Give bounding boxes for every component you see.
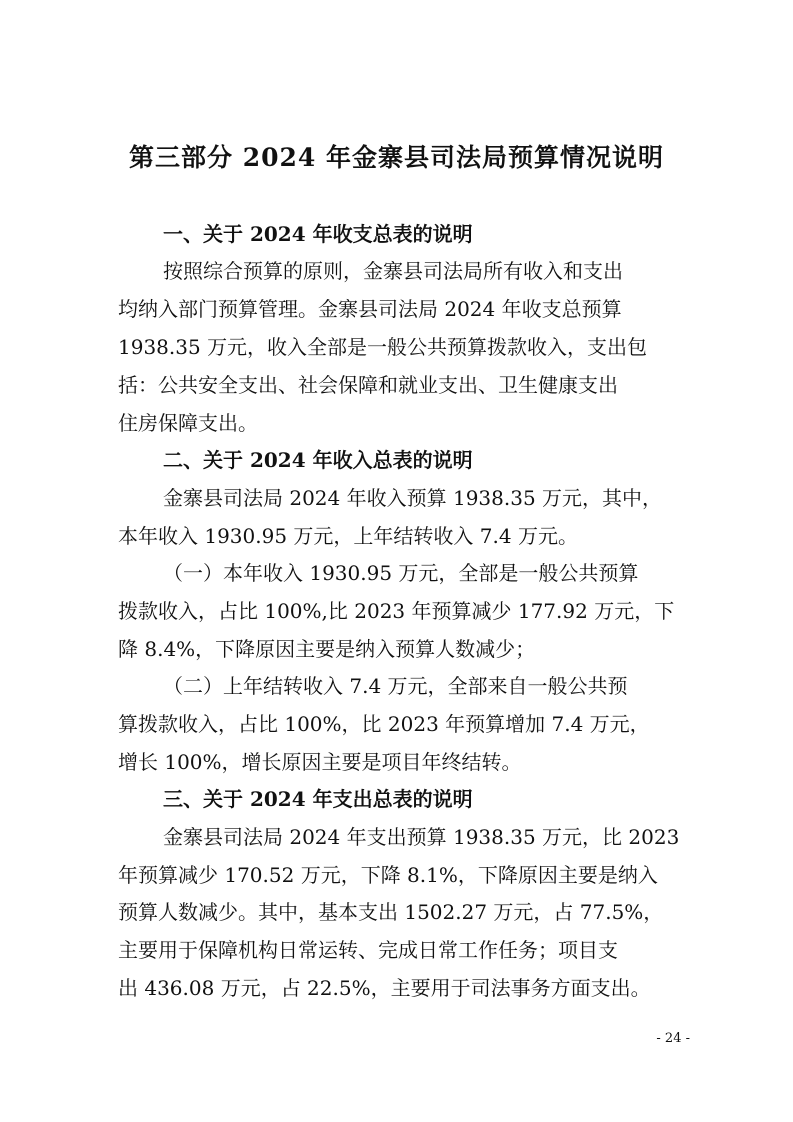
paragraph-line: 住房保障支出。 [118,411,258,435]
paragraph-line: 年预算减少 170.52 万元，下降 8.1%，下降原因主要是纳入 [118,863,658,887]
paragraph-line: 降 8.4%，下降原因主要是纳入预算人数减少； [118,637,536,661]
section-heading: 一、关于 2024 年收支总表的说明 [163,222,473,246]
paragraph-line: 金寨县司法局 2024 年支出预算 1938.35 万元，比 2023 [163,825,680,849]
paragraph-line: 增长 100%，增长原因主要是项目年终结转。 [118,750,522,774]
page-number: - 24 - [656,1031,690,1046]
paragraph-line: （一）本年收入 1930.95 万元，全部是一般公共预算 [163,561,639,585]
paragraph-line: 1938.35 万元，收入全部是一般公共预算拨款收入，支出包 [118,335,648,359]
paragraph-line: 预算人数减少。其中，基本支出 1502.27 万元，占 77.5%， [118,900,664,924]
page-title: 第三部分 2024 年金寨县司法局预算情况说明 [129,143,664,172]
section-heading: 三、关于 2024 年支出总表的说明 [163,787,473,811]
paragraph-line: 按照综合预算的原则，金寨县司法局所有收入和支出 [163,259,623,283]
paragraph-line: 拨款收入，占比 100%,比 2023 年预算减少 177.92 万元，下 [118,599,675,623]
paragraph-line: 主要用于保障机构日常运转、完成日常工作任务；项目支 [118,938,618,962]
section-heading: 二、关于 2024 年收入总表的说明 [163,448,473,472]
paragraph-line: 括：公共安全支出、社会保障和就业支出、卫生健康支出 [118,373,618,397]
paragraph-line: 算拨款收入，占比 100%，比 2023 年预算增加 7.4 万元， [118,712,650,736]
paragraph-line: 本年收入 1930.95 万元，上年结转收入 7.4 万元。 [118,524,578,548]
paragraph-line: 均纳入部门预算管理。金寨县司法局 2024 年收支总预算 [118,297,622,321]
paragraph-line: （二）上年结转收入 7.4 万元，全部来自一般公共预 [163,674,628,698]
paragraph-line: 出 436.08 万元，占 22.5%，主要用于司法事务方面支出。 [118,976,651,1000]
paragraph-line: 金寨县司法局 2024 年收入预算 1938.35 万元，其中， [163,486,663,510]
